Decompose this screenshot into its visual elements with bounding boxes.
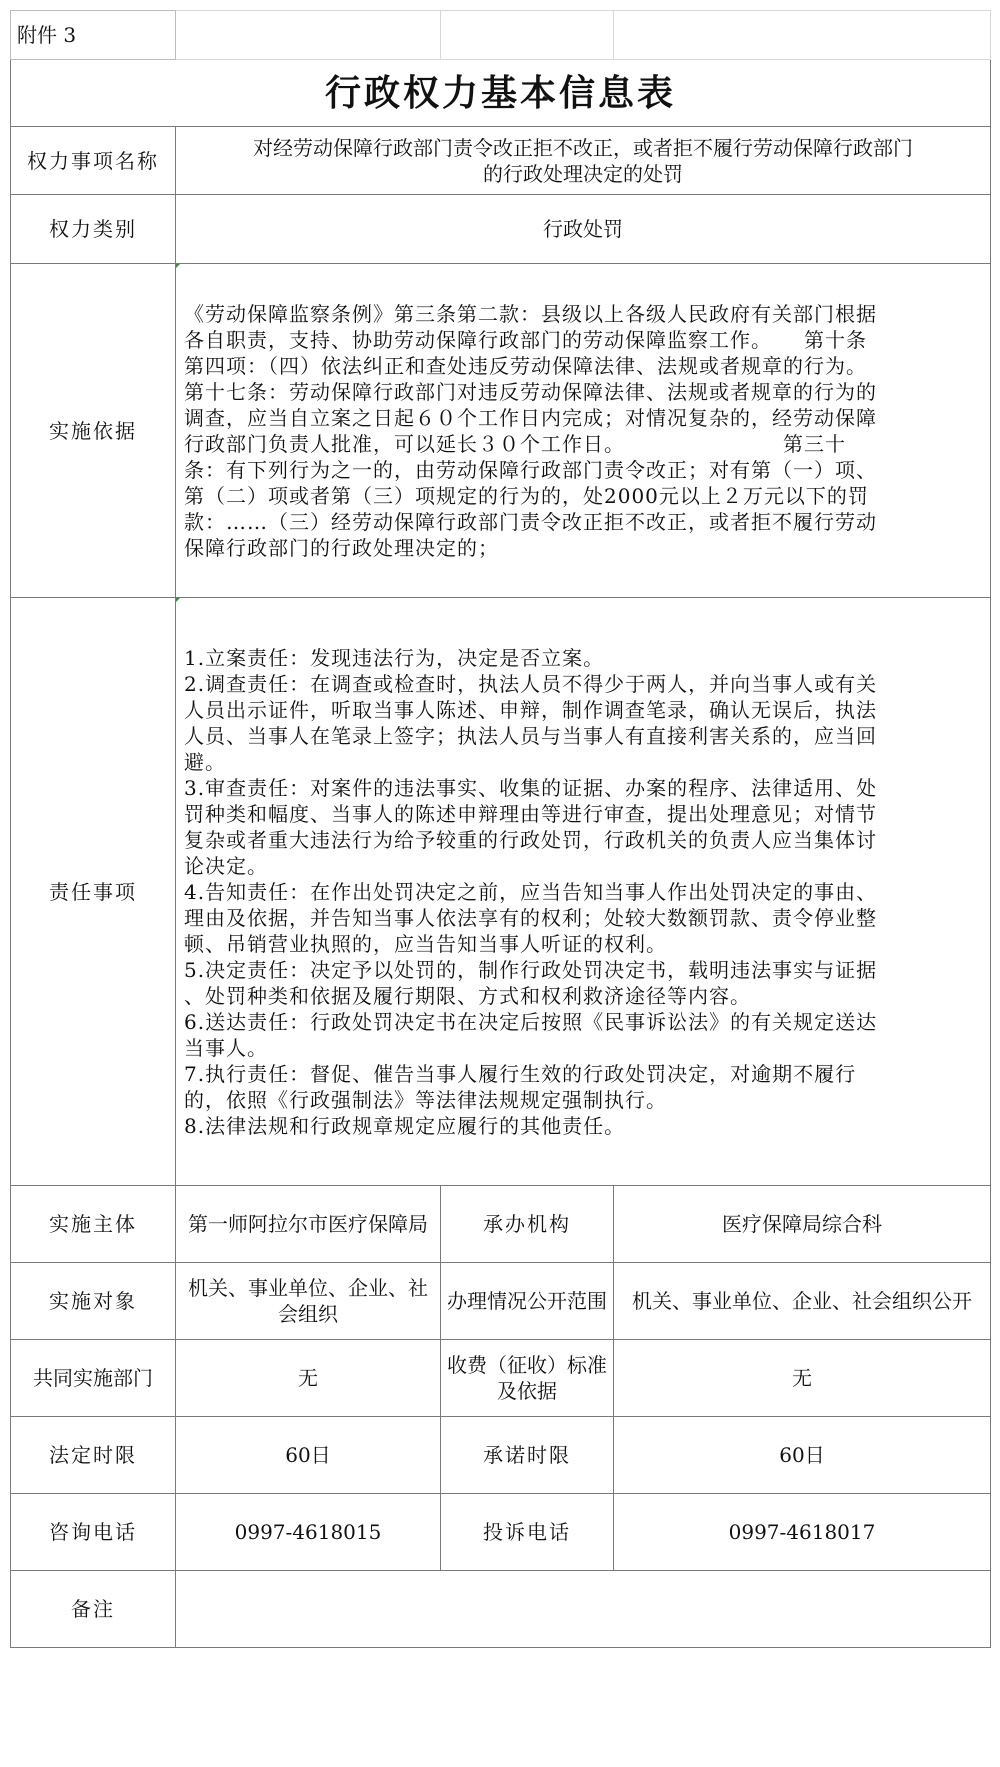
responsibility-line: 、处罚种类和依据及履行期限、方式和权利救济途径等内容。 xyxy=(184,983,751,1008)
responsibility-line: 罚种类和幅度、当事人的陈述申辩理由等进行审查，提出处理意见；对情节 xyxy=(184,801,877,826)
responsibility-line: 4.告知责任：在作出处罚决定之前，应当告知当事人作出处罚决定的事由、 xyxy=(184,879,878,904)
joint-row xyxy=(11,1340,991,1417)
remarks-label: 备注 xyxy=(11,1571,176,1648)
page-title: 行政权力基本信息表 xyxy=(11,60,991,127)
complaint-phone-value: 0997-4618017 xyxy=(614,1494,991,1571)
attachment-label: 附件 3 xyxy=(11,11,176,60)
remarks-value xyxy=(176,1571,991,1648)
basis-line: 行政部门负责人批准，可以延长３０个工作日。 第三十 xyxy=(184,431,846,456)
category-label: 权力类别 xyxy=(11,195,176,264)
basis-row xyxy=(11,264,991,598)
basis-line: 第（二）项或者第（三）项规定的行为的，处2000元以上２万元以下的罚 xyxy=(184,483,869,508)
responsibility-line: 复杂或者重大违法行为给予较重的行政处罚，行政机关的负责人应当集体讨 xyxy=(184,827,877,852)
responsibility-line: 论决定。 xyxy=(184,853,268,878)
responsibility-line: 1.立案责任：发现违法行为，决定是否立案。 xyxy=(184,645,605,670)
complaint-phone-label: 投诉电话 xyxy=(441,1494,614,1571)
legal-timelimit-value: 60日 xyxy=(176,1417,441,1494)
responsibility-line: 理由及依据，并告知当事人依法享有的权利；处较大数额罚款、责令停业整 xyxy=(184,905,877,930)
basis-line: 调查，应当自立案之日起６０个工作日内完成；对情况复杂的，经劳动保障 xyxy=(184,405,877,430)
basis-line: 第十七条：劳动保障行政部门对违反劳动保障法律、法规或者规章的行为的 xyxy=(184,379,877,404)
target-row xyxy=(11,1263,991,1340)
subject-value: 第一师阿拉尔市医疗保障局 xyxy=(176,1186,441,1263)
legal-timelimit-label: 法定时限 xyxy=(11,1417,176,1494)
basis-line: 条：有下列行为之一的，由劳动保障行政部门责令改正；对有第（一）项、 xyxy=(184,457,877,482)
basis-label: 实施依据 xyxy=(11,264,176,598)
disclosure-label: 办理情况公开范围 xyxy=(441,1263,614,1340)
responsibility-line: 避。 xyxy=(184,749,226,774)
disclosure-value: 机关、事业单位、企业、社会组织公开 xyxy=(614,1263,991,1340)
responsibility-line: 6.送达责任：行政处罚决定书在决定后按照《民事诉讼法》的有关规定送达 xyxy=(184,1009,878,1034)
blank-cell xyxy=(441,11,614,60)
responsibility-line: 人员出示证件，听取当事人陈述、申辩，制作调查笔录，确认无误后，执法 xyxy=(184,697,877,722)
target-label: 实施对象 xyxy=(11,1263,176,1340)
promised-timelimit-value: 60日 xyxy=(614,1417,991,1494)
agency-value: 医疗保障局综合科 xyxy=(614,1186,991,1263)
basis-line: 《劳动保障监察条例》第三条第二款：县级以上各级人民政府有关部门根据 xyxy=(184,301,877,326)
responsibility-label: 责任事项 xyxy=(11,598,176,1186)
fee-value: 无 xyxy=(614,1340,991,1417)
responsibility-line: 当事人。 xyxy=(184,1035,268,1060)
blank-cell xyxy=(614,11,991,60)
consult-phone-value: 0997-4618015 xyxy=(176,1494,441,1571)
item-name-label: 权力事项名称 xyxy=(11,127,176,195)
item-name-line: 的行政处理决定的处罚 xyxy=(483,161,683,186)
subject-row xyxy=(11,1186,991,1263)
consult-phone-label: 咨询电话 xyxy=(11,1494,176,1571)
responsibility-line: 7.执行责任：督促、催告当事人履行生效的行政处罚决定，对逾期不履行 xyxy=(184,1061,857,1086)
responsibility-line: 8.法律法规和行政规章规定应履行的其他责任。 xyxy=(184,1113,626,1138)
joint-value: 无 xyxy=(176,1340,441,1417)
agency-label: 承办机构 xyxy=(441,1186,614,1263)
basis-line: 第四项：（四）依法纠正和查处违反劳动保障法律、法规或者规章的行为。 xyxy=(184,353,867,378)
basis-line: 保障行政部门的行政处理决定的； xyxy=(184,535,499,560)
fee-label: 收费（征收）标准及依据 xyxy=(441,1340,614,1417)
joint-label: 共同实施部门 xyxy=(11,1340,176,1417)
responsibility-row xyxy=(11,598,991,1186)
responsibility-line: 的，依照《行政强制法》等法律法规规定强制执行。 xyxy=(184,1087,667,1112)
attachment-row xyxy=(11,11,991,60)
info-table xyxy=(10,10,991,1648)
subject-label: 实施主体 xyxy=(11,1186,176,1263)
item-name-row xyxy=(11,127,991,195)
responsibility-text xyxy=(176,598,991,1186)
responsibility-line: 2.调查责任：在调查或检查时，执法人员不得少于两人，并向当事人或有关 xyxy=(184,671,878,696)
promised-timelimit-label: 承诺时限 xyxy=(441,1417,614,1494)
blank-cell xyxy=(176,11,441,60)
responsibility-line: 5.决定责任：决定予以处罚的，制作行政处罚决定书，载明违法事实与证据 xyxy=(184,957,878,982)
target-value: 机关、事业单位、企业、社会组织 xyxy=(176,1263,441,1340)
item-name-value xyxy=(176,127,991,195)
responsibility-line: 顿、吊销营业执照的，应当告知当事人听证的权利。 xyxy=(184,931,667,956)
title-row xyxy=(11,60,991,127)
remarks-row xyxy=(11,1571,991,1648)
basis-text xyxy=(176,264,991,598)
timelimit-row xyxy=(11,1417,991,1494)
basis-line: 款：……（三）经劳动保障行政部门责令改正拒不改正，或者拒不履行劳动 xyxy=(184,509,877,534)
basis-line: 各自职责，支持、协助劳动保障行政部门的劳动保障监察工作。 第十条 xyxy=(184,327,867,352)
item-name-line: 对经劳动保障行政部门责令改正拒不改正，或者拒不履行劳动保障行政部门 xyxy=(253,135,913,160)
responsibility-line: 人员、当事人在笔录上签字；执法人员与当事人有直接利害关系的，应当回 xyxy=(184,723,877,748)
category-value: 行政处罚 xyxy=(176,195,991,264)
responsibility-line: 3.审查责任：对案件的违法事实、收集的证据、办案的程序、法律适用、处 xyxy=(184,775,878,800)
phone-row xyxy=(11,1494,991,1571)
info-sheet xyxy=(10,10,990,1648)
category-row xyxy=(11,195,991,264)
